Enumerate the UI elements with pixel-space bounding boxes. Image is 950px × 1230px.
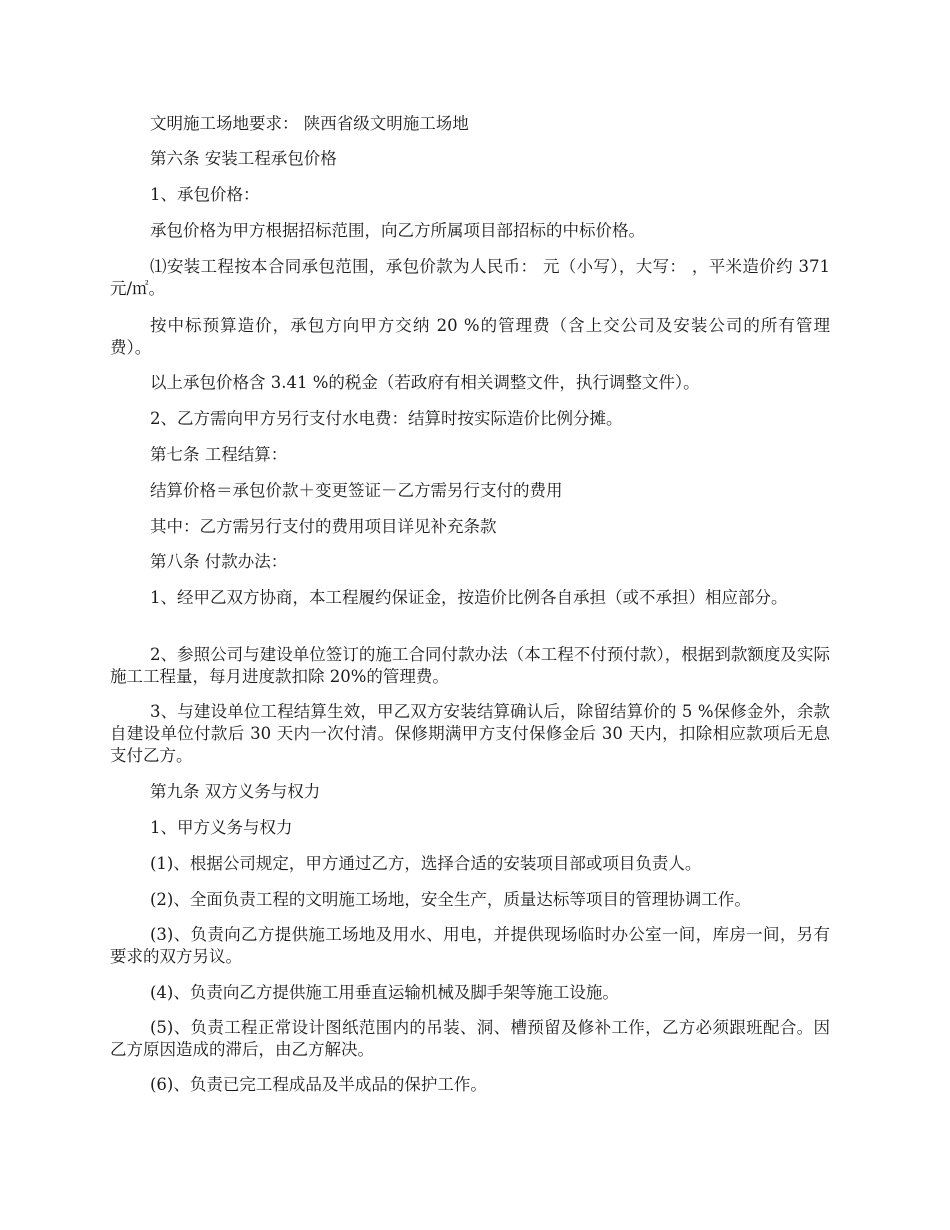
paragraph: 以上承包价格含 3.41 %的税金（若政府有相关调整文件，执行调整文件）。 [150,373,700,392]
paragraph: 结算价格＝承包价款＋变更签证－乙方需另行支付的费用 [150,481,563,500]
article-heading: 第八条 付款办法： [150,552,288,571]
paragraph: 1、经甲乙双方协商，本工程履约保证金，按造价比例各自承担（或不承担）相应部分。 [150,588,788,607]
paragraph: 2、参照公司与建设单位签订的施工合同付款办法（本工程不付预付款），根据到款额度及实际施工工程量，每月进度款扣除 20%的管理费。 [110,645,830,686]
paragraph: (2)、全面负责工程的文明施工场地，安全生产，质量达标等项目的管理协调工作。 [150,890,751,909]
article-heading: 第六条 安装工程承包价格 [150,149,337,168]
paragraph: 1、甲方义务与权力 [150,818,293,837]
paragraph: (6)、负责已完工程成品及半成品的保护工作。 [150,1075,487,1094]
paragraph: 其中：乙方需另行支付的费用项目详见补充条款 [150,517,497,536]
paragraph: (1)、根据公司规定，甲方通过乙方，选择合适的安装项目部或项目负责人。 [150,854,702,873]
paragraph: 文明施工场地要求： 陕西省级文明施工场地 [150,114,469,133]
article-heading: 第七条 工程结算： [150,445,288,464]
paragraph: 3、与建设单位工程结算生效，甲乙双方安装结算确认后，除留结算价的 5 %保修金外，余款自建设单位付款后 30 天内一次付清。保修期满甲方支付保修金后 30 天内，扣除相应款项后无息支付乙方。 [110,702,830,765]
paragraph: 1、承包价格： [150,185,260,204]
paragraph: 2、乙方需向甲方另行支付水电费：结算时按实际造价比例分摊。 [150,409,623,428]
paragraph: (4)、负责向乙方提供施工用垂直运输机械及脚手架等施工设施。 [150,983,619,1002]
article-heading: 第九条 双方义务与权力 [150,782,321,801]
paragraph: 按中标预算造价，承包方向甲方交纳 20 %的管理费（含上交公司及安装公司的所有管理费）。 [110,316,830,357]
paragraph: (5)、负责工程正常设计图纸范围内的吊装、洞、槽预留及修补工作，乙方必须跟班配合。因乙方原因造成的滞后，由乙方解决。 [110,1018,830,1059]
paragraph: ⑴安装工程按本合同承包范围，承包价款为人民币： 元（小写），大写： ，平米造价约 371 元/㎡。 [110,257,830,298]
paragraph: (3)、负责向乙方提供施工场地及用水、用电，并提供现场临时办公室一间，库房一间，另有要求的双方另议。 [110,925,830,966]
paragraph: 承包价格为甲方根据招标范围，向乙方所属项目部招标的中标价格。 [150,221,645,240]
